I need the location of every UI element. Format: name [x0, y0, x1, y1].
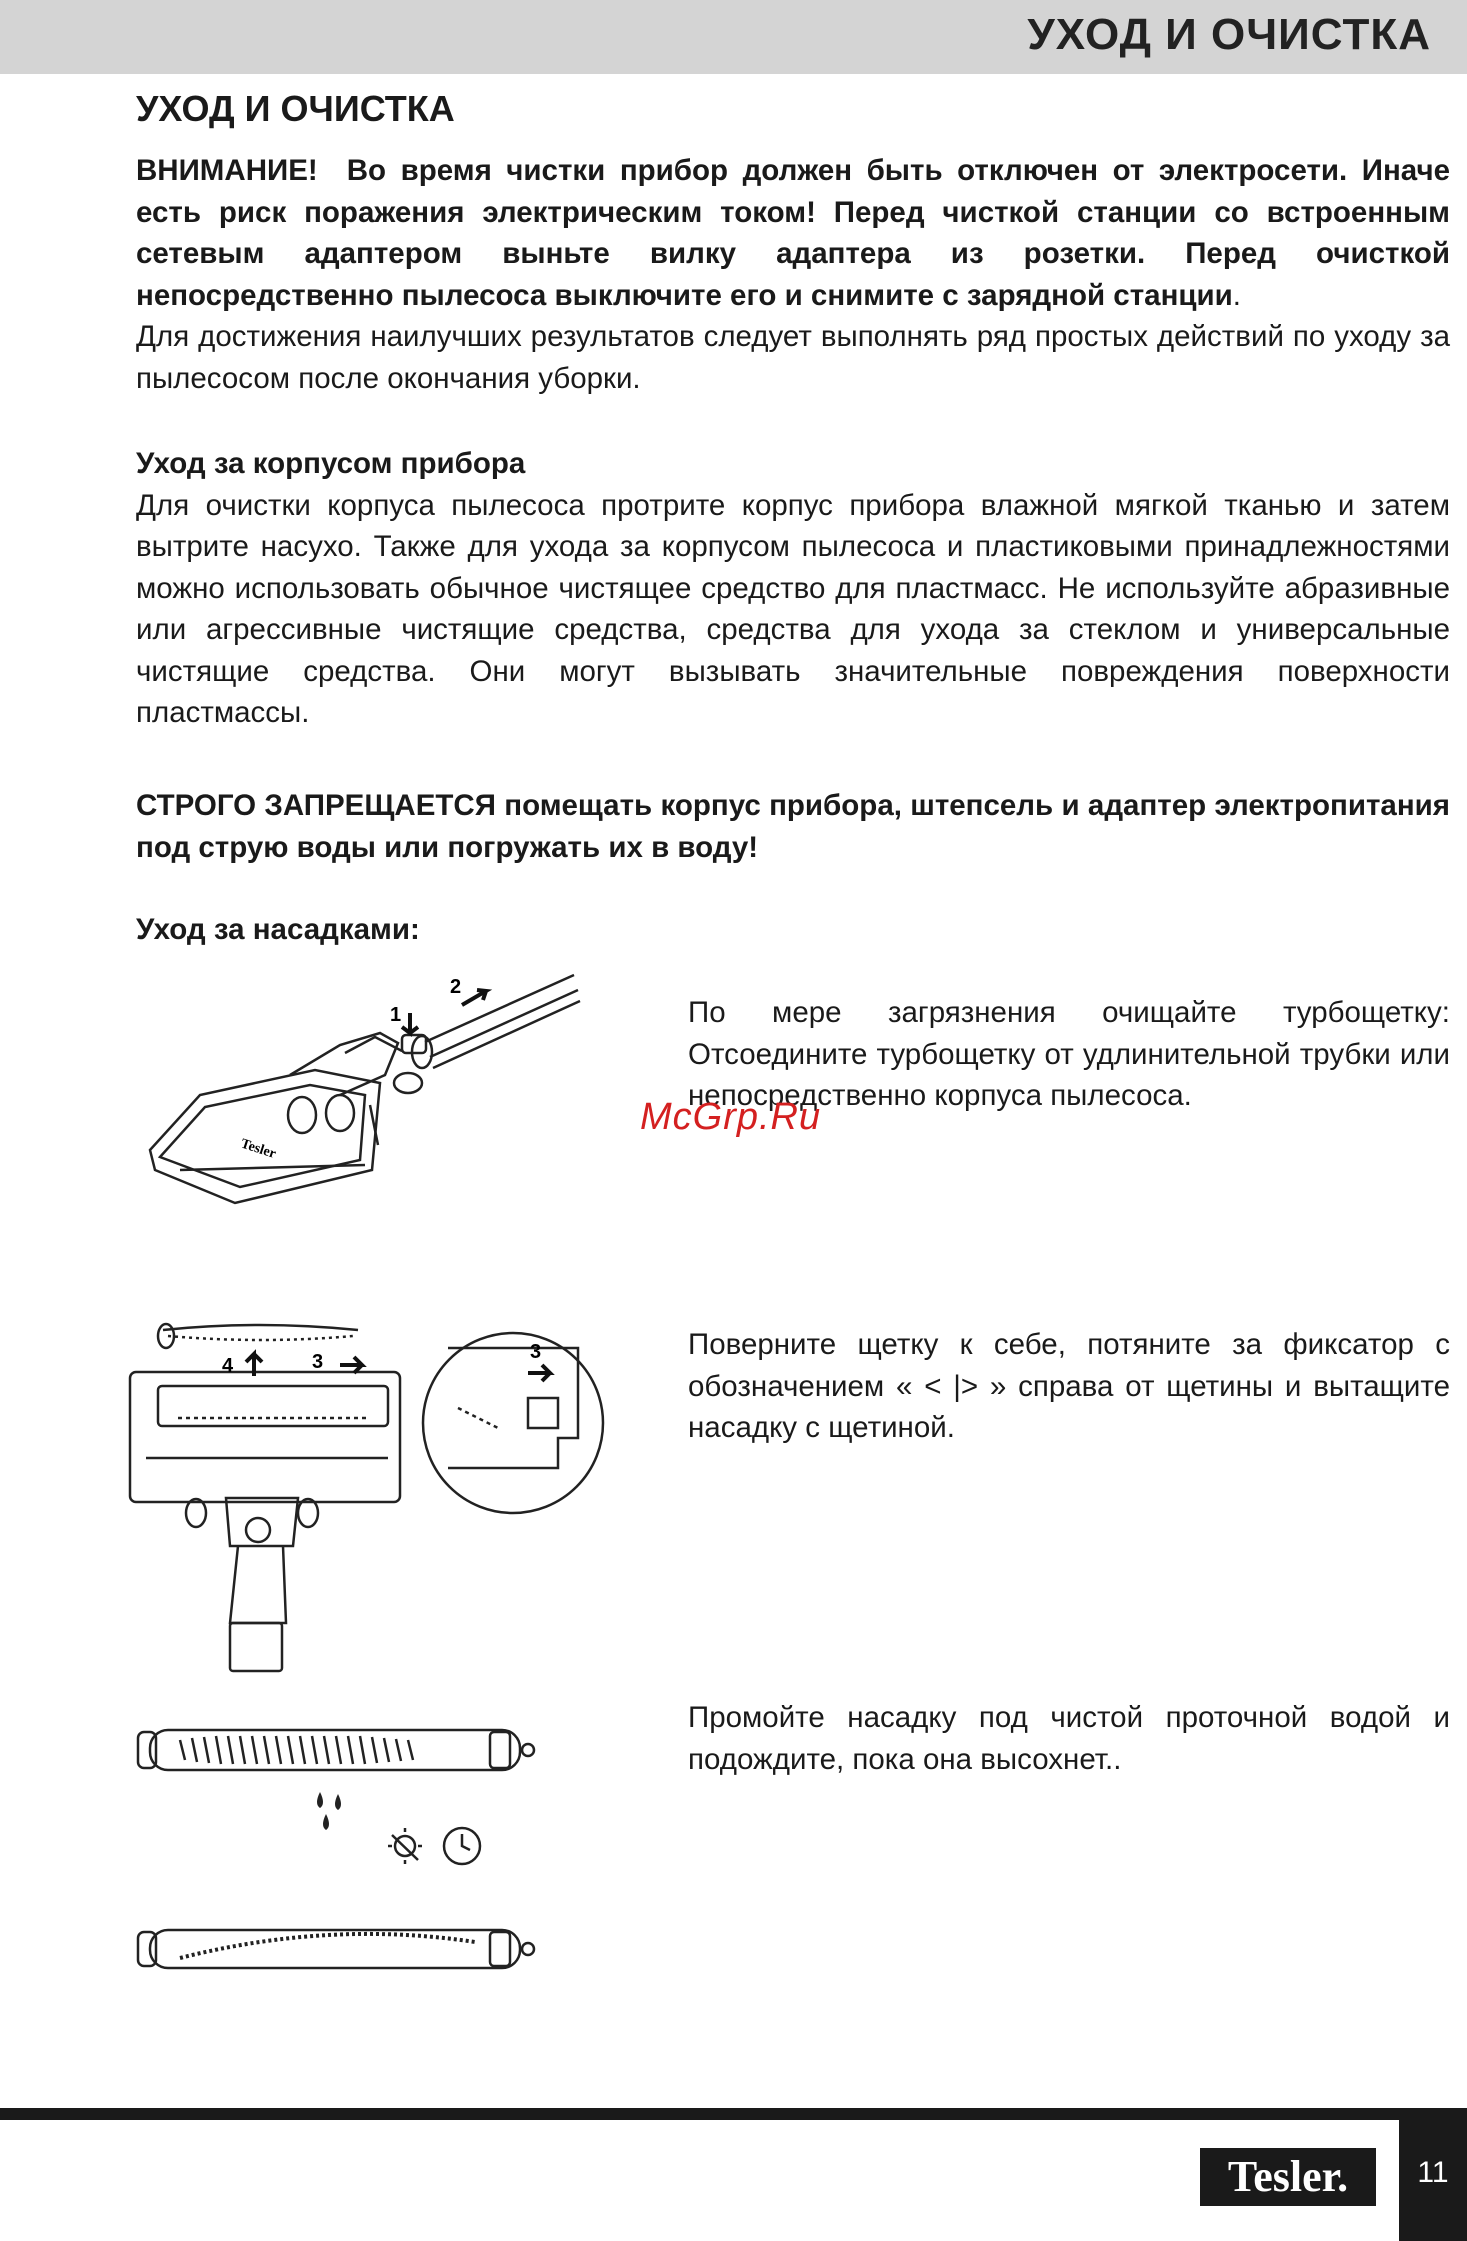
attachments-heading: Уход за насадками:: [136, 913, 420, 946]
fig2-zoom-label-3: 3: [530, 1341, 542, 1363]
attachments-heading-block: [136, 909, 1450, 951]
arrow-right-zoom-icon: [528, 1365, 550, 1381]
step2-text: [688, 1324, 1450, 1449]
warning-block: [136, 150, 1450, 399]
body-care-text: Для очистки корпуса пылесоса протрите корпус прибора влажной мягкой тканью и затем вытрите насухо. Также для ухода за корпусом пылесоса и пластиковыми принадлежностями можно использовать обычное чистящее средство для пластмасс. Не используйте абразивные или агрессивные чистящие средства, средства для ухода за стеклом и универсальные чистящие средства. Они могут вызывать значительные повреждения поверхности пластмассы.: [136, 488, 1450, 729]
section-title: УХОД И ОЧИСТКА: [136, 88, 455, 129]
figure-brush-wash-dry: [130, 1710, 550, 2010]
warning-lead: ВНИМАНИЕ!: [136, 154, 318, 187]
arrow-right-icon: [340, 1357, 362, 1373]
body-care-block: [136, 443, 1450, 734]
fig2-label-3: 3: [312, 1351, 324, 1373]
prohibition-paragraph: [136, 785, 1450, 868]
watermark: McGrp.Ru: [640, 1096, 822, 1138]
header-title: УХОД И ОЧИСТКА: [1027, 10, 1431, 59]
intro-paragraph: Для достижения наилучших результатов следует выполнять ряд простых действий по уходу за пылесосом после окончания уборки.: [136, 320, 1450, 395]
warning-text: Во время чистки прибор должен быть отключен от электросети. Иначе есть риск поражения электрическим током! Перед чисткой станции со встроенным сетевым адаптером выньте вилку адаптера из розетки. Перед очисткой непосредственно пылесоса выключите его и снимите с зарядной станции: [136, 154, 1450, 312]
footer-line: [0, 2108, 1467, 2120]
fig2-label-4: 4: [222, 1355, 234, 1377]
page-number: 11: [1417, 2156, 1449, 2189]
body-care-heading: Уход за корпусом прибора: [136, 447, 526, 480]
step2-paragraph: Поверните щетку к себе, потяните за фиксатор с обозначением « < |> » справа от щетины и вытащите насадку с щетиной.: [688, 1328, 1450, 1444]
fig1-label-1: 1: [390, 1004, 402, 1026]
warning-paragraph: [136, 150, 1450, 316]
fig1-label-2: 2: [450, 976, 462, 998]
step3-text: [688, 1697, 1450, 1780]
water-drops-icon: [317, 1792, 341, 1830]
tesler-logo-text: Tesler.: [1227, 2152, 1349, 2201]
step3-paragraph: Промойте насадку под чистой проточной водой и подождите, пока она высохнет..: [688, 1701, 1450, 1776]
warning-end: .: [1232, 278, 1241, 312]
figure-brush-removal: [118, 1318, 638, 1678]
prohibition-block: [136, 785, 1450, 868]
figure-turbo-brush-detach: [140, 965, 590, 1265]
fig1-brand: Tesler: [238, 1136, 278, 1162]
step1-paragraph: По мере загрязнения очищайте турбощетку: Отсоедините турбощетку от удлинительной трубки или непосредственно корпуса пылесоса.: [688, 996, 1450, 1112]
arrow-up-right-icon: [462, 990, 486, 1005]
prohibition-text: помещать корпус прибора, штепсель и адаптер электропитания под струю воды или погружать их в воду!: [136, 789, 1450, 864]
arrow-down-icon: [402, 1013, 418, 1033]
prohibition-lead: СТРОГО ЗАПРЕЩАЕТСЯ: [136, 789, 496, 822]
